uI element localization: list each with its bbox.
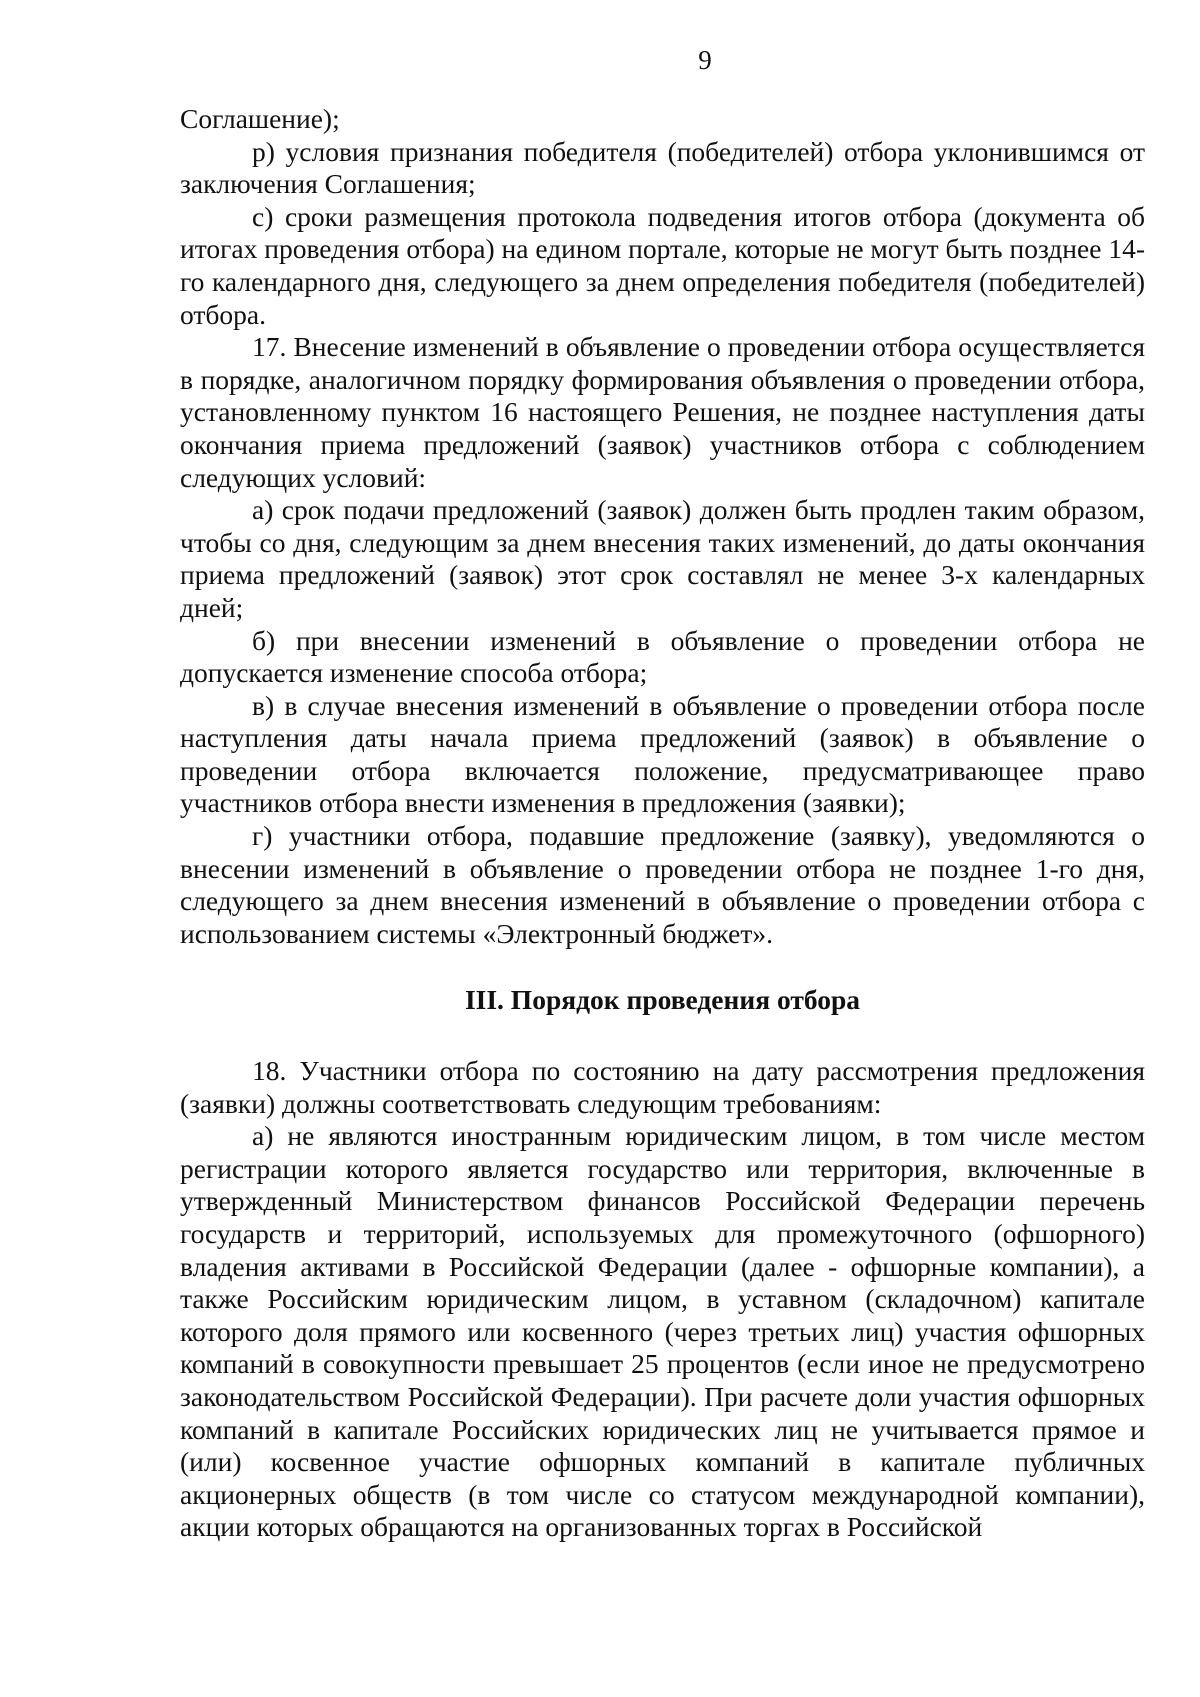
section-heading: III. Порядок проведения отбора: [464, 984, 861, 1016]
paragraph: а) не являются иностранным юридическим лицом, в том числе местом регистрации которого является государство или территория, включенные в утвержденный Министерством финансов Российской Федерации перечень государств и территорий, используемых для промежуточного (офшорного) владения активами в Российской Федерации (далее - офшорные компании), а также Российским юридическим лицом, в уставном (складочном) капитале которого доля прямого или косвенного (через третьих лиц) участия офшорных компаний в совокупности превышает 25 процентов (если иное не предусмотрено законодательством Российской Федерации). При расчете доли участия офшорных компаний в капитале Российских юридических лиц не учитывается прямое и (или) косвенное участие офшорных компаний в капитале публичных акционерных обществ (в том числе со статусом международной компании), акции которых обращаются на организованных торгах в Российской: [180, 1120, 1145, 1543]
paragraphs-before: [180, 103, 1145, 950]
paragraph: Соглашение);: [180, 103, 340, 134]
paragraph: а) срок подачи предложений (заявок) должен быть продлен таким образом, чтобы со дня, следующим за днем внесения таких изменений, до даты окончания приема предложений (заявок) этот срок составлял не менее 3-х календарных дней;: [180, 494, 1145, 623]
paragraph: в) в случае внесения изменений в объявление о проведении отбора после наступления даты начала приема предложений (заявок) в объявление о проведении отбора включается положение, предусматривающее право участников отбора внести изменения в предложения (заявки);: [180, 689, 1145, 819]
paragraph: б) при внесении изменений в объявление о проведении отбора не допускается изменение способа отбора;: [180, 624, 1145, 689]
paragraph: с) сроки размещения протокола подведения итогов отбора (документа об итогах проведения отбора) на едином портале, которые не могут быть позднее 14-го календарного дня, следующего за днем определения победителя (победителей) отбора.: [180, 200, 1145, 330]
document-body: [180, 103, 1145, 1544]
paragraph: г) участники отбора, подавшие предложение (заявку), уведомляются о внесении изменений в объявление о проведении отбора не позднее 1-го дня, следующего за днем внесения изменений в объявление о проведении отбора с использованием системы «Электронный бюджет».: [180, 820, 1145, 949]
paragraph: 18. Участники отбора по состоянию на дату рассмотрения предложения (заявки) должны соответствовать следующим требованиям:: [180, 1055, 1145, 1119]
paragraphs-after: [180, 1055, 1145, 1544]
paragraph: р) условия признания победителя (победителей) отбора уклонившимся от заключения Соглашения;: [180, 135, 1145, 200]
paragraph: 17. Внесение изменений в объявление о проведении отбора осуществляется в порядке, аналогичном порядку формирования объявления о проведении отбора, установленному пунктом 16 настоящего Решения, не позднее наступления даты окончания приема предложений (заявок) участников отбора с соблюдением следующих условий:: [180, 331, 1145, 493]
page-number: 9: [698, 45, 712, 75]
